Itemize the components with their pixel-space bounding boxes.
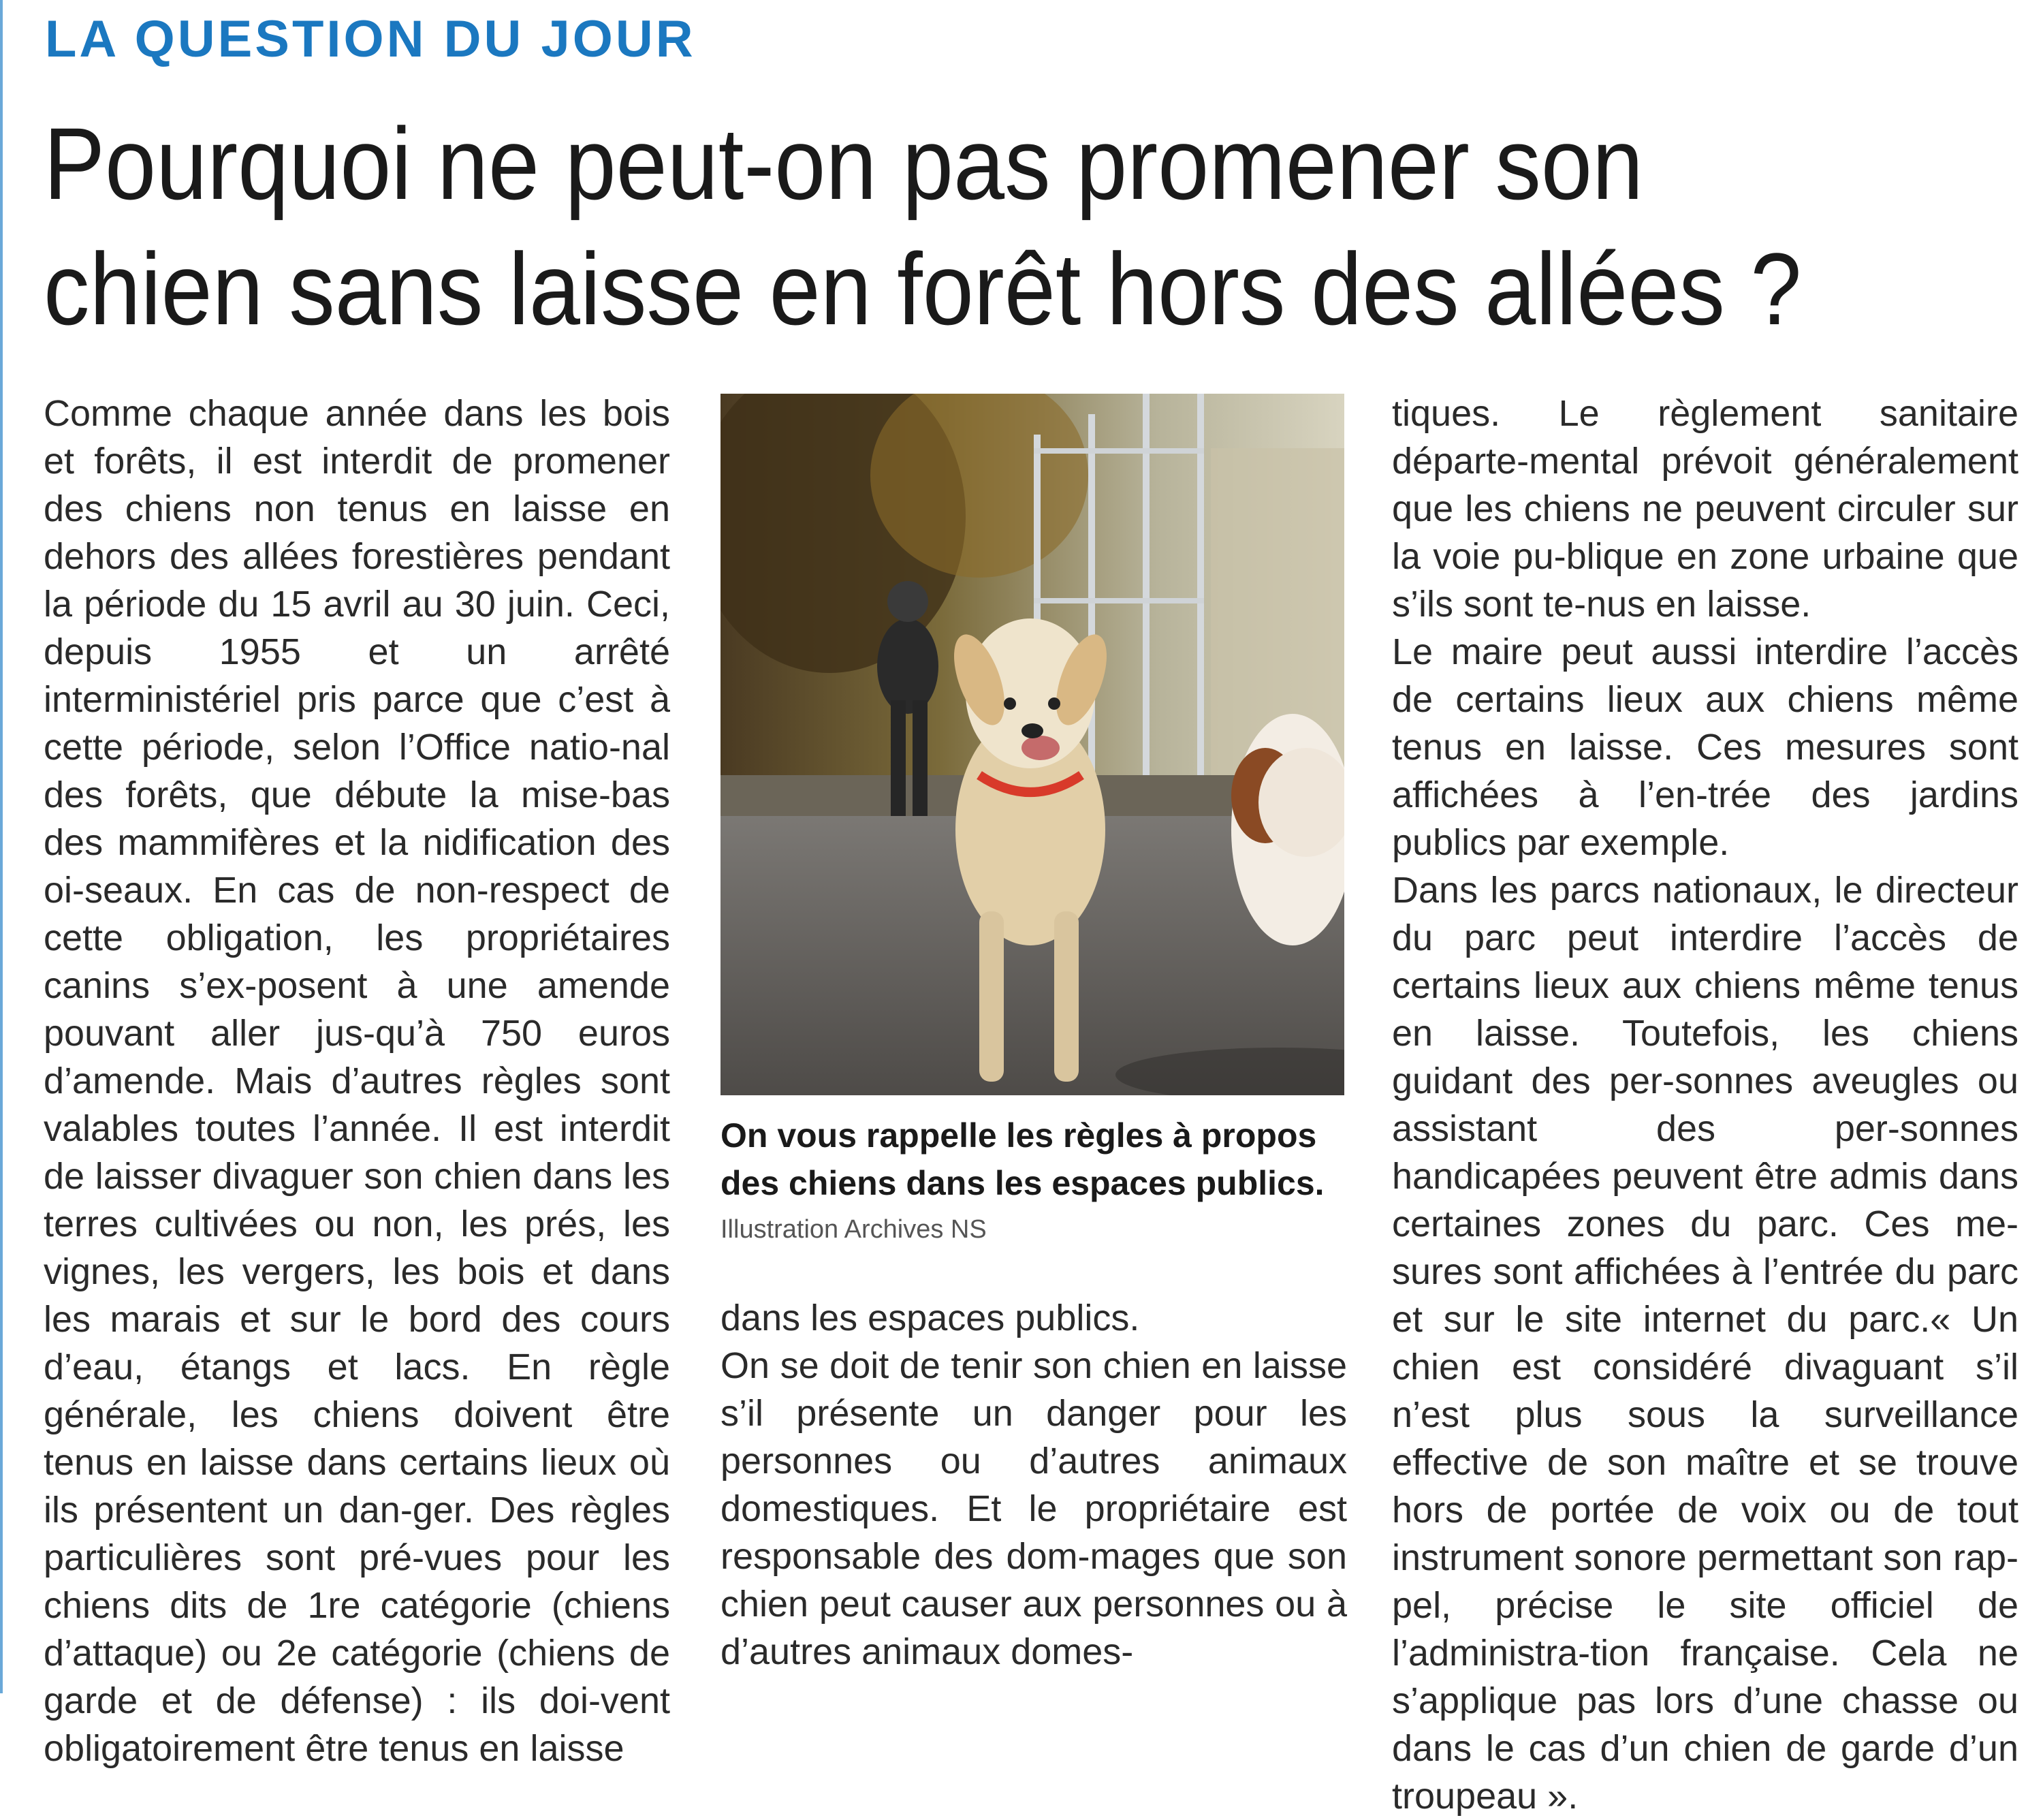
article-headline bbox=[44, 101, 1821, 351]
dogs-photo-illustration bbox=[720, 394, 1344, 1095]
section-kicker: LA QUESTION DU JOUR bbox=[45, 10, 696, 68]
left-margin-rule bbox=[0, 0, 3, 1693]
body-paragraph: Dans les parcs nationaux, le directeur du parc peut interdire l’accès de certains lieux aux chiens même tenus en laisse. Toutefois, les chiens guidant des per-sonnes aveugles ou assistant des per-sonnes handicapées peuvent être admis dans certaines zones du parc. Ces me-sures sont affichées à l’entrée du parc et sur le site internet du parc.« Un chien est considéré divaguant s’il n’est plus sous la surveillance effective de son maître et se trouve hors de portée de voix ou de tout instrument sonore permettant son rap-pel, précise le site officiel de l’administra-tion française. Cela ne s’applique pas lors d’une chasse ou dans le cas d’un chien de garde d’un troupeau ». bbox=[1392, 870, 2018, 1817]
body-paragraph: dans les espaces publics. bbox=[720, 1298, 1140, 1338]
body-column-2 bbox=[720, 1294, 1347, 1676]
headline-line-2: chien sans laisse en forêt hors des allées ? bbox=[44, 232, 1802, 346]
body-paragraph: Le maire peut aussi interdire l’accès de certains lieux aux chiens même tenus en laisse. Ces mesures sont affichées à l’en-trée des jardins publics par exemple. bbox=[1392, 631, 2018, 863]
body-paragraph: On se doit de tenir son chien en laisse s’il présente un danger pour les personnes ou d’autres animaux domestiques. Et le propriétaire est responsable des dom-mages que son chien peut causer aux personnes ou à d’autres animaux domes- bbox=[720, 1345, 1347, 1672]
body-column-1 bbox=[44, 390, 670, 1772]
article-photo bbox=[720, 394, 1344, 1095]
body-paragraph: tiques. Le règlement sanitaire départe-mental prévoit généralement que les chiens ne peuvent circuler sur la voie pu-blique en zone urbaine que s’ils sont te-nus en laisse. bbox=[1392, 393, 2018, 625]
photo-caption: On vous rappelle les règles à propos des chiens dans les espaces publics. bbox=[720, 1116, 1325, 1202]
body-column-3 bbox=[1392, 390, 2018, 1820]
headline-line-1: Pourquoi ne peut-on pas promener son bbox=[44, 106, 1644, 221]
photo-credit: Illustration Archives NS bbox=[720, 1215, 987, 1244]
body-paragraph: Comme chaque année dans les bois et forêts, il est interdit de promener des chiens non tenus en laisse en dehors des allées forestières pendant la période du 15 avril au 30 juin. Ceci, depuis 1955 et un arrêté interministériel pris parce que c’est à cette période, selon l’Office natio-nal des forêts, que débute la mise-bas des mammifères et la nidification des oi-seaux. En cas de non-respect de cette obligation, les propriétaires canins s’ex-posent à une amende pouvant aller jus-qu’à 750 euros d’amende. Mais d’autres règles sont valables toutes l’année. Il est interdit de laisser divaguer son chien dans les terres cultivées ou non, les prés, les vignes, les vergers, les bois et dans les marais et sur le bord des cours d’eau, étangs et lacs. En règle générale, les chiens doivent être tenus en laisse dans certains lieux où ils présentent un dan-ger. Des règles particulières sont pré-vues pour les chiens dits de 1re catégorie (chiens d’attaque) ou 2e catégorie (chiens de garde et de défense) : ils doi-vent obligatoirement être tenus en laisse bbox=[44, 393, 670, 1769]
